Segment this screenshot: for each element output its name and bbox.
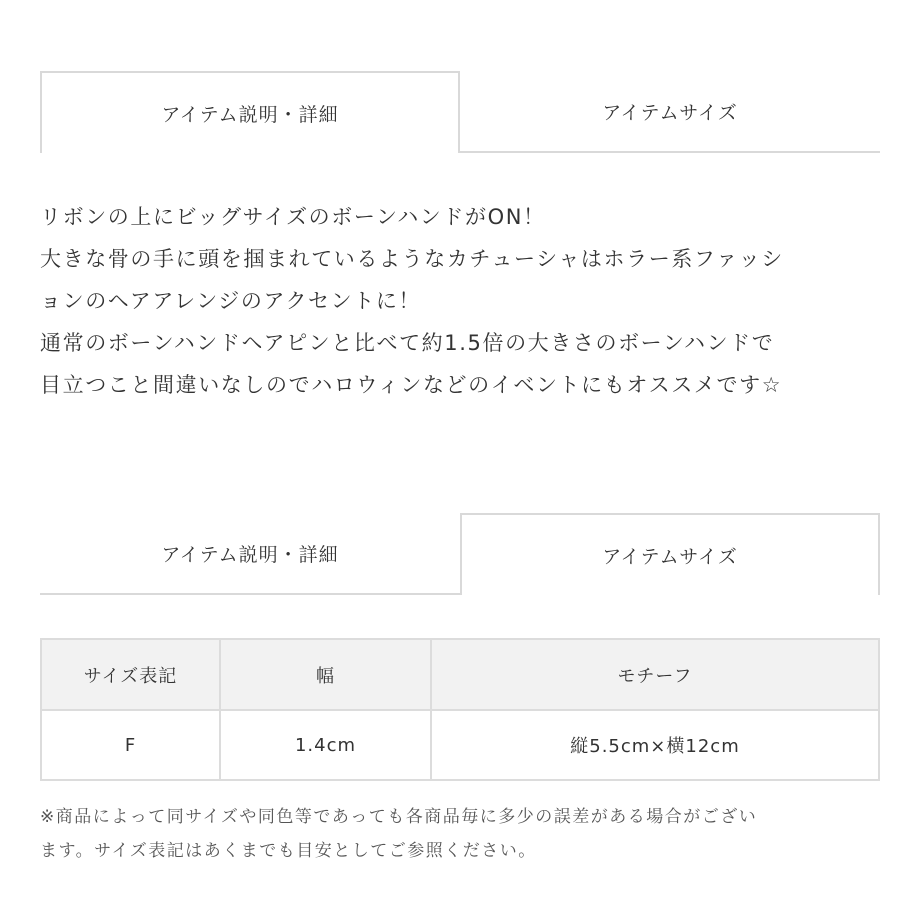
tab-item-description[interactable]: アイテム説明・詳細 xyxy=(40,71,460,153)
item-tabs-bottom xyxy=(40,513,880,595)
item-description xyxy=(40,196,890,406)
note-line: ます。サイズ表記はあくまでも目安としてご参照ください。 xyxy=(40,841,537,861)
table-row xyxy=(41,710,879,780)
tab-item-size[interactable]: アイテムサイズ xyxy=(460,71,880,153)
size-note xyxy=(40,800,890,868)
header-width: 幅 xyxy=(220,639,431,710)
tab-item-size[interactable]: アイテムサイズ xyxy=(460,513,880,595)
description-line: 目立つこと間違いなしのでハロウィンなどのイベントにもオススメです☆ xyxy=(40,373,783,397)
item-tabs-top xyxy=(40,71,880,153)
description-line: 大きな骨の手に頭を掴まれているようなカチューシャはホラー系ファッシ xyxy=(40,247,784,271)
cell-motif: 縦5.5cm×横12cm xyxy=(431,710,879,780)
header-motif: モチーフ xyxy=(431,639,879,710)
header-size-label: サイズ表記 xyxy=(41,639,220,710)
note-line: ※商品によって同サイズや同色等であっても各商品毎に多少の誤差がある場合がござい xyxy=(40,807,758,827)
cell-size-label: F xyxy=(41,710,220,780)
cell-width: 1.4cm xyxy=(220,710,431,780)
tab-item-description[interactable]: アイテム説明・詳細 xyxy=(40,513,460,595)
description-line: リボンの上にビッグサイズのボーンハンドがON！ xyxy=(40,205,546,229)
size-table xyxy=(40,638,880,781)
description-line: ョンのヘアアレンジのアクセントに！ xyxy=(40,289,422,313)
description-line: 通常のボーンハンドヘアピンと比べて約1.5倍の大きさのボーンハンドで xyxy=(40,331,775,355)
table-header-row xyxy=(41,639,879,710)
